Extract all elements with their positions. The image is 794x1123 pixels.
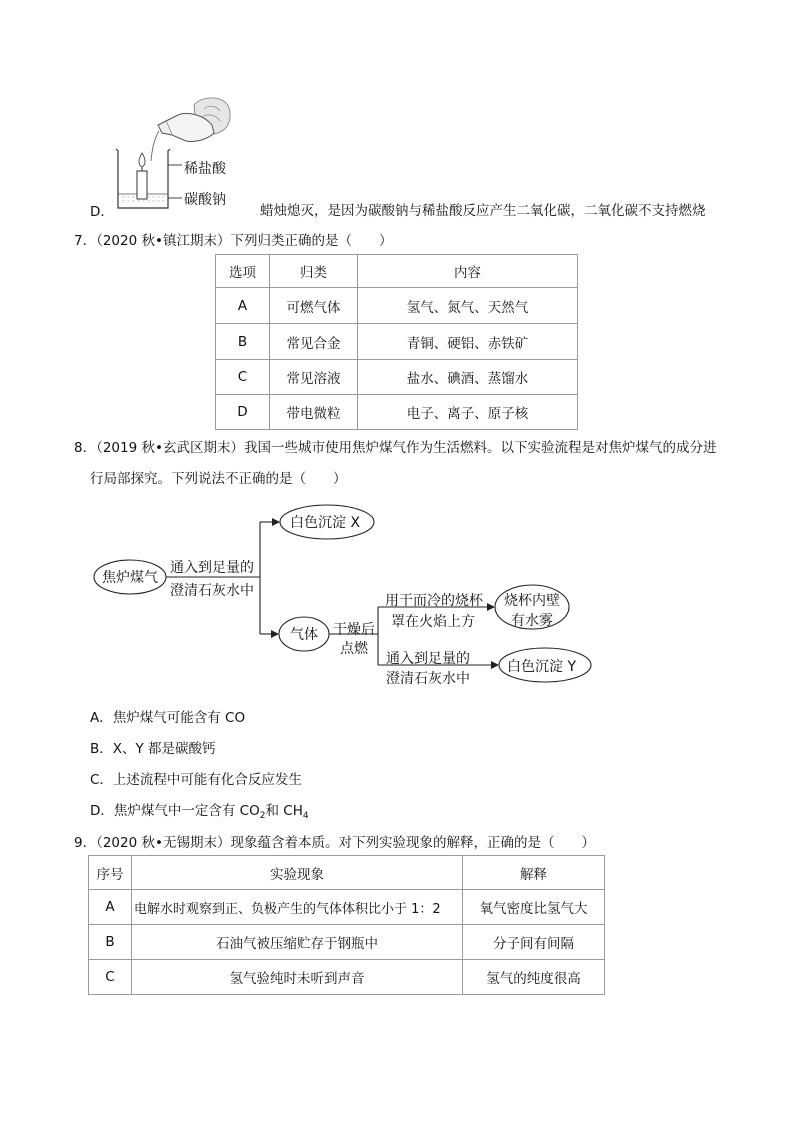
table-cell: 盐水、碘酒、蒸馏水 bbox=[358, 360, 578, 395]
q8-option-b: B．X、Y 都是碳酸钙 bbox=[90, 741, 216, 757]
table-header-cell: 实验现象 bbox=[132, 856, 463, 890]
table-row bbox=[89, 960, 605, 995]
q8-option-d-sub2: 4 bbox=[302, 811, 309, 821]
flow-step2-line2: 点燃 bbox=[340, 641, 368, 657]
table-cell: B bbox=[216, 324, 270, 360]
table-cell: 石油气被压缩贮存于钢瓶中 bbox=[132, 925, 463, 960]
q8-option-d-mid: 和 CH bbox=[265, 803, 303, 819]
table-cell: A bbox=[216, 288, 270, 324]
label-sodium-carbonate: 碳酸钠 bbox=[184, 192, 226, 208]
table-cell: A bbox=[89, 890, 132, 925]
table-cell: 常见溶液 bbox=[270, 360, 358, 395]
flow-step2-line1: 干燥后 bbox=[333, 622, 375, 638]
q8-stem-line2: 行局部探究。下列说法不正确的是（ ） bbox=[90, 471, 347, 487]
flow-step1-line1: 通入到足量的 bbox=[170, 560, 254, 576]
q8-option-d bbox=[90, 799, 309, 821]
q8-option-d-sub1: 2 bbox=[259, 811, 266, 821]
flow-result-y: 白色沉淀 Y bbox=[507, 659, 577, 675]
table-cell: 电解水时观察到正、负极产生的气体体积比小于 1：2 bbox=[132, 890, 463, 925]
flow-start-label: 焦炉煤气 bbox=[102, 570, 158, 586]
table-header-cell: 归类 bbox=[270, 255, 358, 288]
table-header-row bbox=[89, 856, 605, 890]
q8-option-c: C．上述流程中可能有化合反应发生 bbox=[90, 772, 302, 788]
table-cell: 常见合金 bbox=[270, 324, 358, 360]
flow-branch2-line1: 通入到足量的 bbox=[386, 651, 470, 667]
q8-option-d-prefix: D．焦炉煤气中一定含有 CO bbox=[90, 803, 260, 819]
flow-branch2-line2: 澄清石灰水中 bbox=[386, 671, 470, 687]
table-cell: 氢气验纯时未听到声音 bbox=[132, 960, 463, 995]
flow-gas-label: 气体 bbox=[290, 627, 318, 643]
flow-result-cup-line2: 有水雾 bbox=[511, 613, 553, 629]
table-cell: 氢气、氮气、天然气 bbox=[358, 288, 578, 324]
table-cell: 分子间有间隔 bbox=[463, 925, 605, 960]
table-cell: 电子、离子、原子核 bbox=[358, 395, 578, 430]
table-header-cell: 内容 bbox=[358, 255, 578, 288]
flow-branch1-line2: 罩在火焰上方 bbox=[391, 614, 475, 630]
table-cell: 可燃气体 bbox=[270, 288, 358, 324]
table-row bbox=[89, 890, 605, 925]
table-cell: D bbox=[216, 395, 270, 430]
flow-step1-line2: 澄清石灰水中 bbox=[170, 583, 254, 599]
table-cell: B bbox=[89, 925, 132, 960]
table-cell: 青铜、硬铝、赤铁矿 bbox=[358, 324, 578, 360]
table-header-cell: 选项 bbox=[216, 255, 270, 288]
table-header-cell: 序号 bbox=[89, 856, 132, 890]
q6-option-d-text: 蜡烛熄灭，是因为碳酸钠与稀盐酸反应产生二氧化碳，二氧化碳不支持燃烧 bbox=[260, 203, 706, 219]
label-dilute-hcl: 稀盐酸 bbox=[184, 161, 226, 177]
table-row bbox=[89, 925, 605, 960]
table-cell: 氧气密度比氢气大 bbox=[463, 890, 605, 925]
table-cell: C bbox=[89, 960, 132, 995]
q6-option-d-letter: D． bbox=[90, 204, 114, 220]
q8-stem-line1: 8．（2019 秋•玄武区期末）我国一些城市使用焦炉煤气作为生活燃料。以下实验流程是对焦炉煤气的成分进 bbox=[74, 440, 717, 456]
table-cell: 氢气的纯度很高 bbox=[463, 960, 605, 995]
table-header-cell: 解释 bbox=[463, 856, 605, 890]
table-cell: C bbox=[216, 360, 270, 395]
flow-result-x: 白色沉淀 X bbox=[290, 515, 361, 531]
table-cell: 带电微粒 bbox=[270, 395, 358, 430]
q9-table bbox=[88, 855, 605, 995]
q9-stem: 9．（2020 秋•无锡期末）现象蕴含着本质。对下列实验现象的解释，正确的是（ ） bbox=[74, 835, 595, 851]
q7-stem: 7．（2020 秋•镇江期末）下列归类正确的是（ ） bbox=[74, 233, 393, 249]
flow-result-cup-line1: 烧杯内壁 bbox=[504, 593, 560, 609]
q8-option-a: A．焦炉煤气可能含有 CO bbox=[90, 710, 246, 726]
flow-branch1-line1: 用干而冷的烧杯 bbox=[385, 593, 483, 609]
